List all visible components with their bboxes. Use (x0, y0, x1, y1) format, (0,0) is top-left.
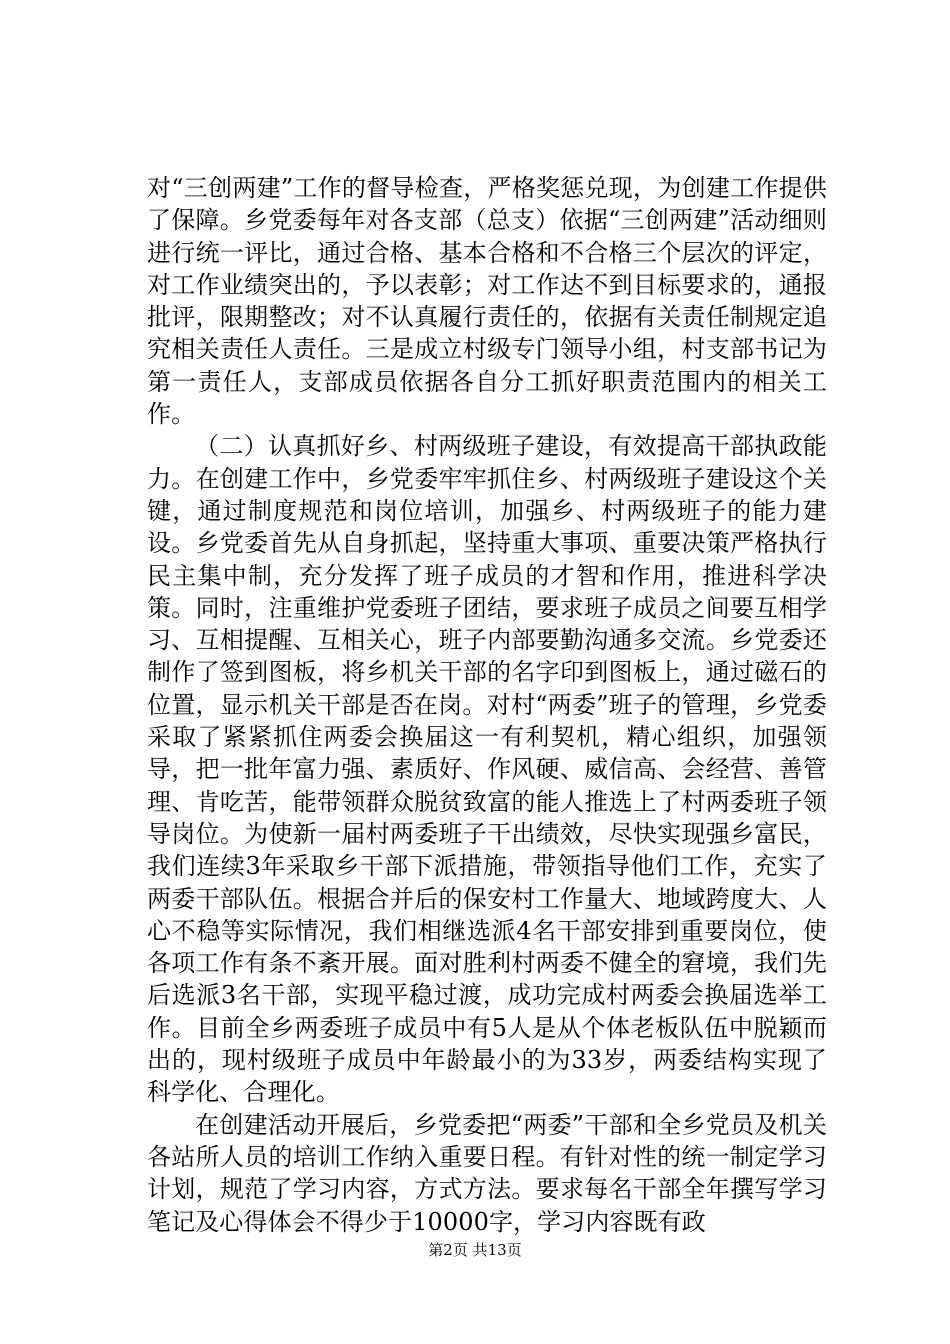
page-number-label: 第2页 共13页 (428, 1241, 522, 1259)
paragraph-1: 对“三创两建”工作的督导检查，严格奖惩兑现，为创建工作提供了保障。乡党委每年对各支部（总支）依据“三创两建”活动细则进行统一评比，通过合格、基本合格和不合格三个层次的评定，对工作业绩突出的，予以表彰；对工作达不到目标要求的，通报批评，限期整改；对不认真履行责任的，依据有关责任制规定追究相关责任人责任。三是成立村级专门领导小组，村支部书记为第一责任人，支部成员依据各自分工抓好职责范围内的相关工作。 (147, 174, 827, 429)
page-footer (0, 1240, 950, 1260)
paragraph-2: （二）认真抓好乡、村两级班子建设，有效提高干部执政能力。在创建工作中，乡党委牢牢抓住乡、村两级班子建设这个关键，通过制度规范和岗位培训，加强乡、村两级班子的能力建设。乡党委首先从自身抓起，坚持重大事项、重要决策严格执行民主集中制，充分发挥了班子成员的才智和作用，推进科学决策。同时，注重维护党委班子团结，要求班子成员之间要互相学习、互相提醒、互相关心，班子内部要勤沟通多交流。乡党委还制作了签到图板，将乡机关干部的名字印到图板上，通过磁石的位置，显示机关干部是否在岗。对村“两委”班子的管理，乡党委采取了紧紧抓住两委会换届这一有利契机，精心组织，加强领导，把一批年富力强、素质好、作风硬、威信高、会经营、善管理、肯吃苦，能带领群众脱贫致富的能人推选上了村两委班子领导岗位。为使新一届村两委班子干出绩效，尽快实现强乡富民，我们连续3年采取乡干部下派措施，带领指导他们工作，充实了两委干部队伍。根据合并后的保安村工作量大、地域跨度大、人心不稳等实际情况，我们相继选派4名干部安排到重要岗位，使各项工作有条不紊开展。面对胜利村两委不健全的窘境，我们先后选派3名干部，实现平稳过渡，成功完成村两委会换届选举工作。目前全乡两委班子成员中有5人是从个体老板队伍中脱颖而出的，现村级班子成员中年龄最小的为33岁，两委结构实现了科学化、合理化。 (147, 432, 827, 1107)
paragraph-3: 在创建活动开展后，乡党委把“两委”干部和全乡党员及机关各站所人员的培训工作纳入重要日程。有针对性的统一制定学习计划，规范了学习内容，方式方法。要求每名干部全年撰写学习笔记及心得体会不得少于10000字，学习内容既有政 (147, 1110, 827, 1236)
document-body (147, 172, 827, 1238)
